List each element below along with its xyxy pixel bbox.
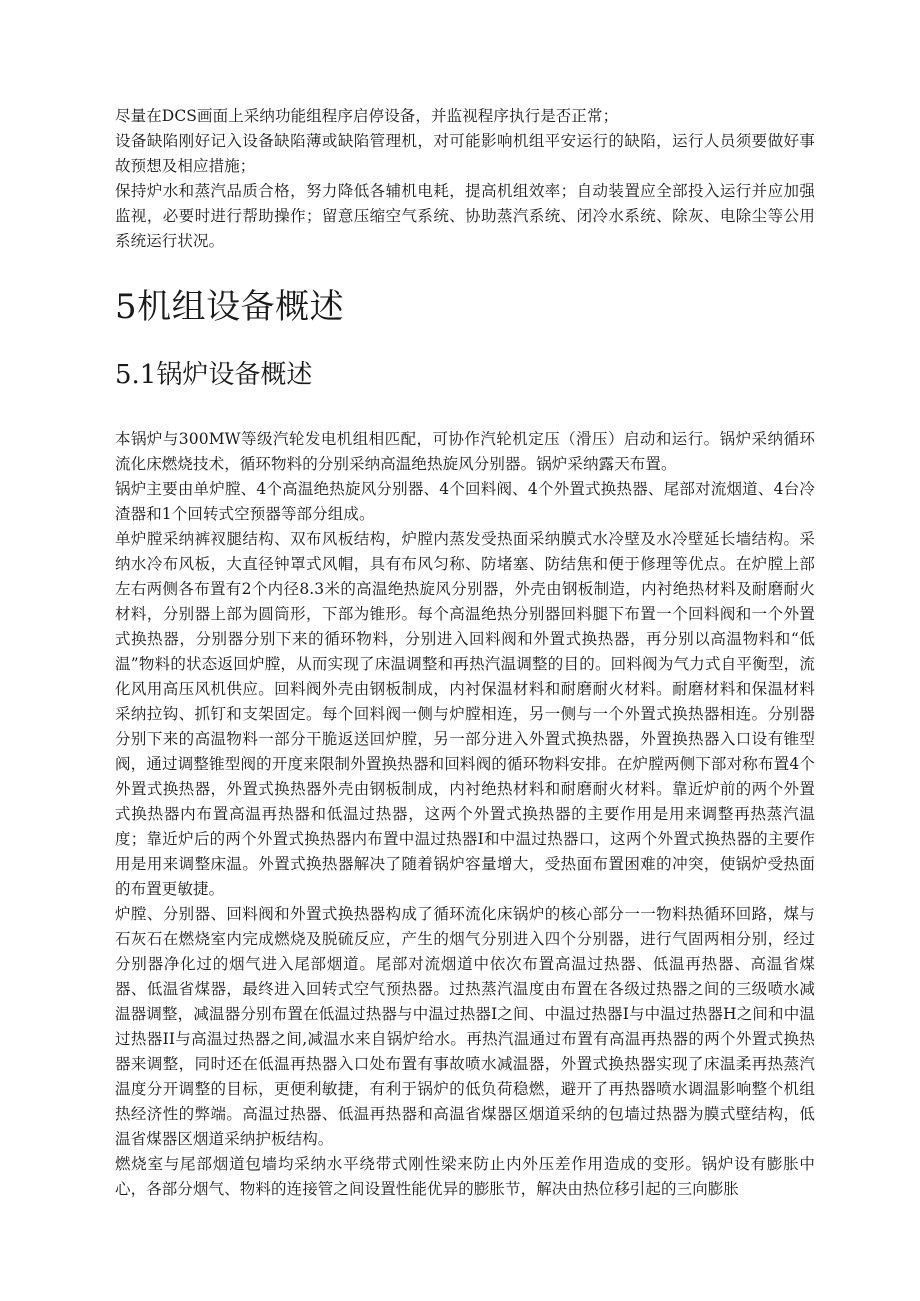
paragraph: 保持炉水和蒸汽品质合格，努力降低各辅机电耗，提高机组效率；自动装置应全部投入运行并应加强监视，必要时进行帮助操作；留意压缩空气系统、协助蒸汽系统、闭冷水系统、除灰、电除尘等公用系统运行状况。 (115, 182, 815, 250)
subsection-heading: 5.1锅炉设备概述 (115, 360, 313, 390)
paragraph: 炉膛、分别器、回料阀和外置式换热器构成了循环流化床锅炉的核心部分一一物料热循环回路，煤与石灰石在燃烧室内完成燃烧及脱硫反应，产生的烟气分别进入四个分别器，进行气固两相分别，经过分别器净化过的烟气进入尾部烟道。尾部对流烟道中依次布置高温过热器、低温再热器、高温省煤器、低温省煤器，最终进入回转式空气预热器。过热蒸汽温度由布置在各级过热器之间的三级喷水减温器调整，减温器分别布置在低温过热器与中温过热器I之间、中温过热器I与中温过热器H之间和中温过热器II与高温过热器之间,减温水来自锅炉给水。再热汽温通过布置有高温再热器的两个外置式换热器来调整，同时还在低温再热器入口处布置有事故喷水减温器，外置式换热器实现了床温柔再热蒸汽温度分开调整的目标，更便利敏捷，有利于锅炉的低负荷稳燃，避开了再热器喷水调温影响整个机组热经济性的弊端。高温过热器、低温再热器和高温省煤器区烟道采纳的包墙过热器为膜式壁结构，低温省煤器区烟道采纳护板结构。 (115, 905, 815, 1148)
document-page (115, 104, 815, 1202)
paragraph: 设备缺陷刚好记入设备缺陷薄或缺陷管理机，对可能影响机组平安运行的缺陷，运行人员须要做好事故预想及相应措施； (115, 132, 815, 175)
paragraph: 燃烧室与尾部烟道包墙均采纳水平绕带式刚性梁来防止内外压差作用造成的变形。锅炉设有膨胀中心，各部分烟气、物料的连接管之间设置性能优异的膨胀节，解决由热位移引起的三向膨胀 (115, 1155, 815, 1198)
paragraph: 尽量在DCS画面上采纳功能组程序启停设备，并监视程序执行是否正常； (115, 107, 619, 125)
section-heading: 5机组设备概述 (115, 287, 345, 327)
paragraph: 单炉膛采纳裤衩腿结构、双布风板结构，炉膛内蒸发受热面采纳膜式水冷壁及水冷壁延长墙结构。采纳水冷布风板，大直径钟罩式风帽，具有布风匀称、防堵塞、防结焦和便于修理等优点。在炉膛上部左右两侧各布置有2个内径8.3米的高温绝热旋风分别器，外壳由钢板制造，内衬绝热材料及耐磨耐火材料，分别器上部为圆筒形，下部为锥形。每个高温绝热分别器回料腿下布置一个回料阀和一个外置式换热器，分别器分别下来的循环物料，分别进入回料阀和外置式换热器，再分别以高温物料和“低温”物料的状态返回炉膛，从而实现了床温调整和再热汽温调整的目的。回料阀为气力式自平衡型，流化风用高压风机供应。回料阀外壳由钢板制成，内衬保温材料和耐磨耐火材料。耐磨材料和保温材料采纳拉钩、抓钉和支架固定。每个回料阀一侧与炉膛相连，另一侧与一个外置式换热器相连。分别器分别下来的高温物料一部分干脆返送回炉膛，另一部分进入外置式换热器，外置换热器入口设有锥型阀，通过调整锥型阀的开度来限制外置换热器和回料阀的循环物料安排。在炉膛两侧下部对称布置4个外置式换热器，外置式换热器外壳由钢板制成，内衬绝热材料和耐磨耐火材料。靠近炉前的两个外置式换热器内布置高温再热器和低温过热器，这两个外置式换热器的主要作用是用来调整再热蒸汽温度；靠近炉后的两个外置式换热器内布置中温过热器I和中温过热器口，这两个外置式换热器的主要作用是用来调整床温。外置式换热器解决了随着锅炉容量增大，受热面布置困难的冲突，使锅炉受热面的布置更敏捷。 (115, 530, 815, 898)
paragraph: 锅炉主要由单炉膛、4个高温绝热旋风分别器、4个回料阀、4个外置式换热器、尾部对流烟道、4台冷渣器和1个回转式空预器等部分组成。 (115, 480, 815, 523)
paragraph: 本锅炉与300MW等级汽轮发电机组相匹配，可协作汽轮机定压（滑压）启动和运行。锅炉采纳循环流化床燃烧技术，循环物料的分别采纳高温绝热旋风分别器。锅炉采纳露天布置。 (115, 430, 815, 473)
